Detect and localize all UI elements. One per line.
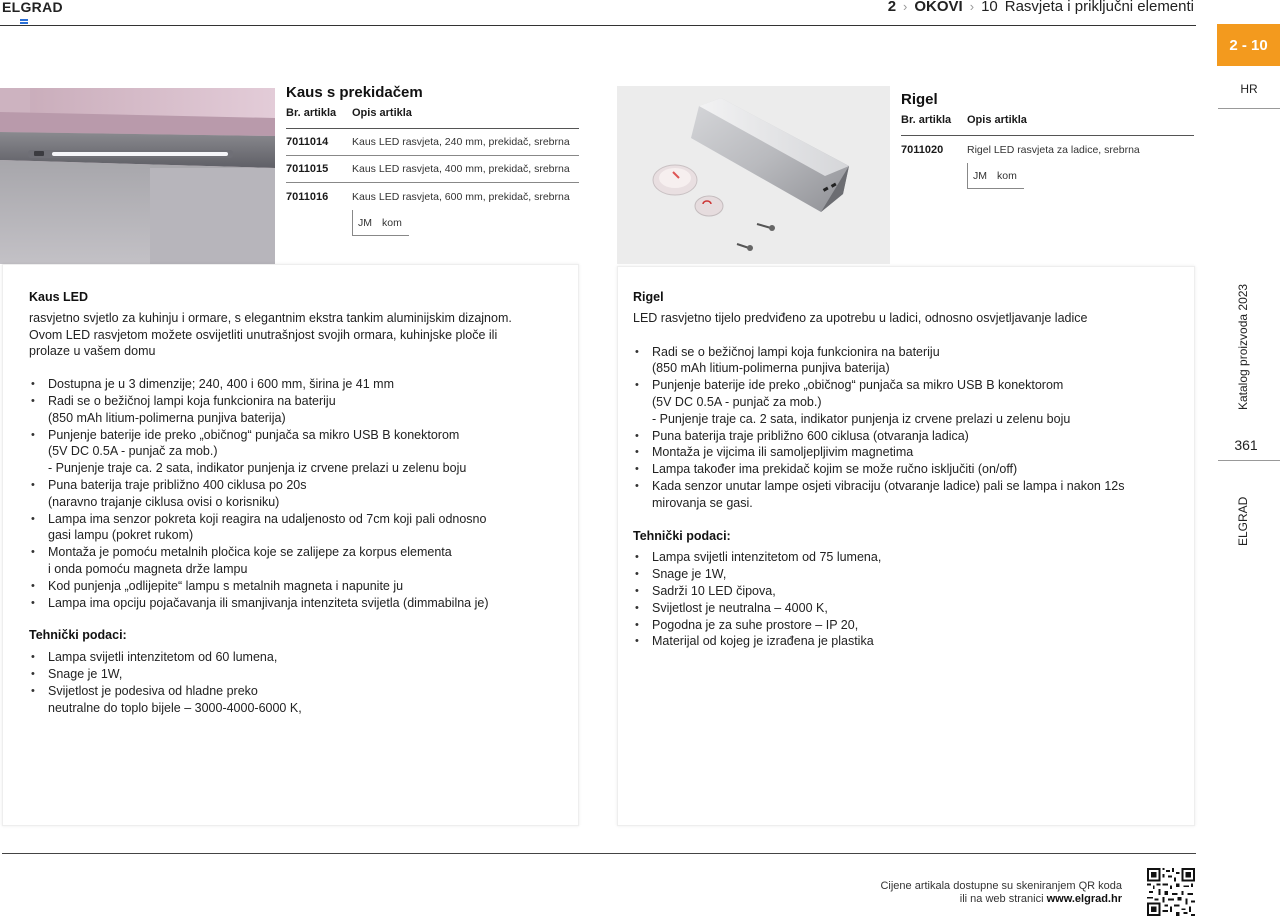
tech-specs-title: Tehnički podaci: <box>633 528 731 543</box>
list-item-text: (5V DC 0.5A - punjač za mob.) <box>652 394 822 409</box>
list-item-text: Kada senzor unutar lampe osjeti vibraciju (otvaranje ladice) pali se lampa i nakon 12s <box>652 478 1125 493</box>
feature-list <box>29 376 552 611</box>
page-number: 361 <box>1234 437 1258 453</box>
list-item <box>29 427 552 444</box>
rigel-description-panel <box>617 266 1195 826</box>
list-item-text: Lampa svijetli intenzitetom od 60 lumena, <box>48 650 278 665</box>
intro-line: rasvjetno svjetlo za kuhinju i ormare, s elegantnim ekstra tankim aluminijskim dizajnom. <box>29 310 512 325</box>
list-item-text: - Punjenje traje ca. 2 sata, indikator punjenja iz crvene prelazi u zelenu boju <box>652 411 1071 426</box>
footer-divider <box>2 853 1196 854</box>
list-item-text: Radi se o bežičnoj lampi koja funkcionira na bateriju <box>652 344 940 359</box>
list-item-continuation <box>29 561 552 578</box>
column-header-code: Br. artikla <box>901 114 952 126</box>
list-item-text: Lampa svijetli intenzitetom od 75 lumena, <box>652 550 882 565</box>
brand-logo: ELGRAD <box>2 0 63 15</box>
kaus-table-title: Kaus s prekidačem <box>286 84 423 101</box>
kaus-description-panel <box>2 264 579 826</box>
list-item-continuation <box>633 394 1179 411</box>
list-item <box>29 683 552 700</box>
rigel-product-table <box>901 91 1194 189</box>
kaus-product-image <box>0 88 275 264</box>
article-description: Rigel LED rasvjeta za ladice, srebrna <box>967 143 1140 156</box>
sidebar-divider <box>1218 108 1280 109</box>
kaus-product-illustration <box>0 88 275 264</box>
unit-label: JM <box>973 169 987 182</box>
list-item-continuation <box>29 460 552 477</box>
list-item <box>633 600 1179 617</box>
list-item-continuation <box>29 443 552 460</box>
list-item-text: (850 mAh litium-polimerna punjiva baterija) <box>48 410 286 425</box>
unit-of-measure <box>352 210 409 236</box>
list-item-text: Radi se o bežičnoj lampi koja funkcionira na bateriju <box>48 393 336 408</box>
unit-of-measure <box>967 163 1024 189</box>
breadcrumb <box>888 0 1194 15</box>
list-item-text: Snage je 1W, <box>652 567 727 582</box>
list-item <box>29 477 552 494</box>
tech-specs-list <box>29 649 552 716</box>
unit-label: JM <box>358 216 372 229</box>
breadcrumb-chapter-number: 2 <box>887 0 897 15</box>
list-item-text: (5V DC 0.5A - punjač za mob.) <box>48 444 218 459</box>
panel-title: Kaus LED <box>29 290 89 304</box>
sidebar-brand: ELGRAD <box>1236 496 1250 546</box>
footer-line: Cijene artikala dostupne su skeniranjem QR koda <box>880 880 1122 892</box>
column-header-code: Br. artikla <box>286 107 337 119</box>
sidebar-divider <box>1218 460 1280 461</box>
list-item-text: neutralne do toplo bijele – 3000-4000-6000 K, <box>48 700 302 715</box>
list-item-text: Pogodna je za suhe prostore – IP 20, <box>652 617 859 632</box>
breadcrumb-chapter[interactable]: OKOVI <box>914 0 963 15</box>
tech-specs-title: Tehnički podaci: <box>29 628 127 643</box>
list-item <box>29 393 552 410</box>
table-header <box>901 114 1194 136</box>
kaus-product-table <box>286 84 579 236</box>
list-item-text: Snage je 1W, <box>48 666 123 681</box>
list-item-text: Lampa ima senzor pokreta koji reagira na udaljenosto od 7cm koji pali odnosno <box>48 511 487 526</box>
list-item-text: - Punjenje traje ca. 2 sata, indikator punjenja iz crvene prelazi u zelenu boju <box>48 461 467 476</box>
panel-title: Rigel <box>633 290 664 304</box>
unit-value: kom <box>382 216 402 229</box>
list-item-text: Svijetlost je podesiva od hladne preko <box>48 683 258 698</box>
list-item-continuation <box>29 494 552 511</box>
list-item <box>633 478 1179 495</box>
table-row <box>286 156 579 183</box>
list-item-text: Svijetlost je neutralna – 4000 K, <box>652 600 828 615</box>
list-item <box>29 595 552 612</box>
list-item <box>29 578 552 595</box>
list-item-text: Sadrži 10 LED čipova, <box>652 583 776 598</box>
table-row <box>286 129 579 156</box>
list-item-continuation <box>29 410 552 427</box>
list-item <box>633 617 1179 634</box>
list-item-text: Dostupna je u 3 dimenzije; 240, 400 i 600 mm, širina je 41 mm <box>48 377 395 392</box>
article-code: 7011015 <box>286 163 329 175</box>
list-item <box>633 583 1179 600</box>
list-item-continuation <box>633 360 1179 377</box>
article-description: Kaus LED rasvjeta, 600 mm, prekidač, srebrna <box>352 190 570 203</box>
list-item-text: Montaža je vijcima ili samoljepljivim magnetima <box>652 445 914 460</box>
table-header <box>286 107 579 129</box>
breadcrumb-section[interactable]: Rasvjeta i priključni elementi <box>1004 0 1194 15</box>
header-divider <box>0 25 1196 26</box>
list-item <box>633 428 1179 445</box>
list-item <box>633 344 1179 361</box>
list-item-text: Kod punjenja „odlijepite“ lampu s metalnih magneta i napunite ju <box>48 578 404 593</box>
list-item-text: Punjenje baterije ide preko „običnog“ punjača sa mikro USB B konektorom <box>48 427 460 442</box>
tech-specs-list <box>633 549 1179 650</box>
list-item <box>633 549 1179 566</box>
list-item-text: Puna baterija traje približno 600 ciklusa (otvaranja ladica) <box>652 428 969 443</box>
intro-line: Ovom LED rasvjetom možete osvijetliti unutrašnjost svojih ormara, kuhinjske ploče ili <box>29 327 498 342</box>
table-row <box>286 183 579 210</box>
footer-line <box>880 893 1122 906</box>
list-item <box>29 666 552 683</box>
list-item-text: (850 mAh litium-polimerna punjiva baterija) <box>652 361 890 376</box>
list-item <box>29 511 552 528</box>
column-header-desc: Opis artikla <box>352 107 412 119</box>
list-item-text: (naravno trajanje ciklusa ovisi o korisniku) <box>48 494 280 509</box>
rigel-product-illustration <box>617 86 890 264</box>
list-item <box>29 376 552 393</box>
chevron-right-icon: › <box>969 0 975 14</box>
list-item <box>29 649 552 666</box>
list-item-text: Puna baterija traje približno 400 ciklusa po 20s <box>48 477 307 492</box>
footer-note <box>880 880 1122 906</box>
list-item-text: gasi lampu (pokret rukom) <box>48 528 194 543</box>
article-code: 7011020 <box>901 143 944 156</box>
list-item-text: Lampa također ima prekidač kojim se može ručno isključiti (on/off) <box>652 462 1018 477</box>
unit-value: kom <box>997 169 1017 182</box>
article-code: 7011016 <box>286 190 329 203</box>
list-item <box>633 566 1179 583</box>
column-header-desc: Opis artikla <box>967 114 1027 126</box>
chapter-tab-badge[interactable]: 2 - 10 <box>1217 24 1280 66</box>
article-code: 7011014 <box>286 136 329 148</box>
breadcrumb-section-number: 10 <box>981 0 998 15</box>
article-description: Kaus LED rasvjeta, 240 mm, prekidač, srebrna <box>352 136 570 148</box>
list-item <box>633 461 1179 478</box>
language-label: HR <box>1240 82 1258 96</box>
rigel-product-image <box>617 86 890 264</box>
list-item-text: mirovanja se gasi. <box>652 495 753 510</box>
list-item <box>633 377 1179 394</box>
list-item-text: Montaža je pomoću metalnih pločica koje se zalijepe za korpus elementa <box>48 545 452 560</box>
list-item-text: Punjenje baterije ide preko „običnog“ punjača sa mikro USB B konektorom <box>652 378 1064 393</box>
feature-list <box>633 344 1179 512</box>
qr-code-icon[interactable] <box>1146 868 1196 916</box>
list-item <box>29 544 552 561</box>
chevron-right-icon: › <box>903 0 908 14</box>
list-item-text: Lampa ima opciju pojačavanja ili smanjivanja intenziteta svijetla (dimmabilna je) <box>48 595 489 610</box>
list-item-continuation <box>29 700 552 717</box>
rigel-table-title: Rigel <box>901 91 938 108</box>
catalog-title: Katalog proizvoda 2023 <box>1236 283 1250 410</box>
website-link[interactable]: www.elgrad.hr <box>1046 893 1122 905</box>
list-item-continuation <box>633 495 1179 512</box>
list-item-text: i onda pomoću magneta drže lampu <box>48 561 248 576</box>
intro-line: LED rasvjetno tijelo predviđeno za upotrebu u ladici, odnosno osvjetljavanje ladice <box>633 310 1088 325</box>
list-item <box>633 633 1179 650</box>
list-item-continuation <box>633 411 1179 428</box>
intro-line: prolaze u vašem domu <box>29 344 156 359</box>
list-item-text: Materijal od kojeg je izrađena je plastika <box>652 634 874 649</box>
article-description: Kaus LED rasvjeta, 400 mm, prekidač, srebrna <box>352 163 570 175</box>
table-row <box>901 136 1194 163</box>
list-item <box>633 444 1179 461</box>
list-item-continuation <box>29 527 552 544</box>
footer-line-text: ili na web stranici <box>959 893 1044 905</box>
